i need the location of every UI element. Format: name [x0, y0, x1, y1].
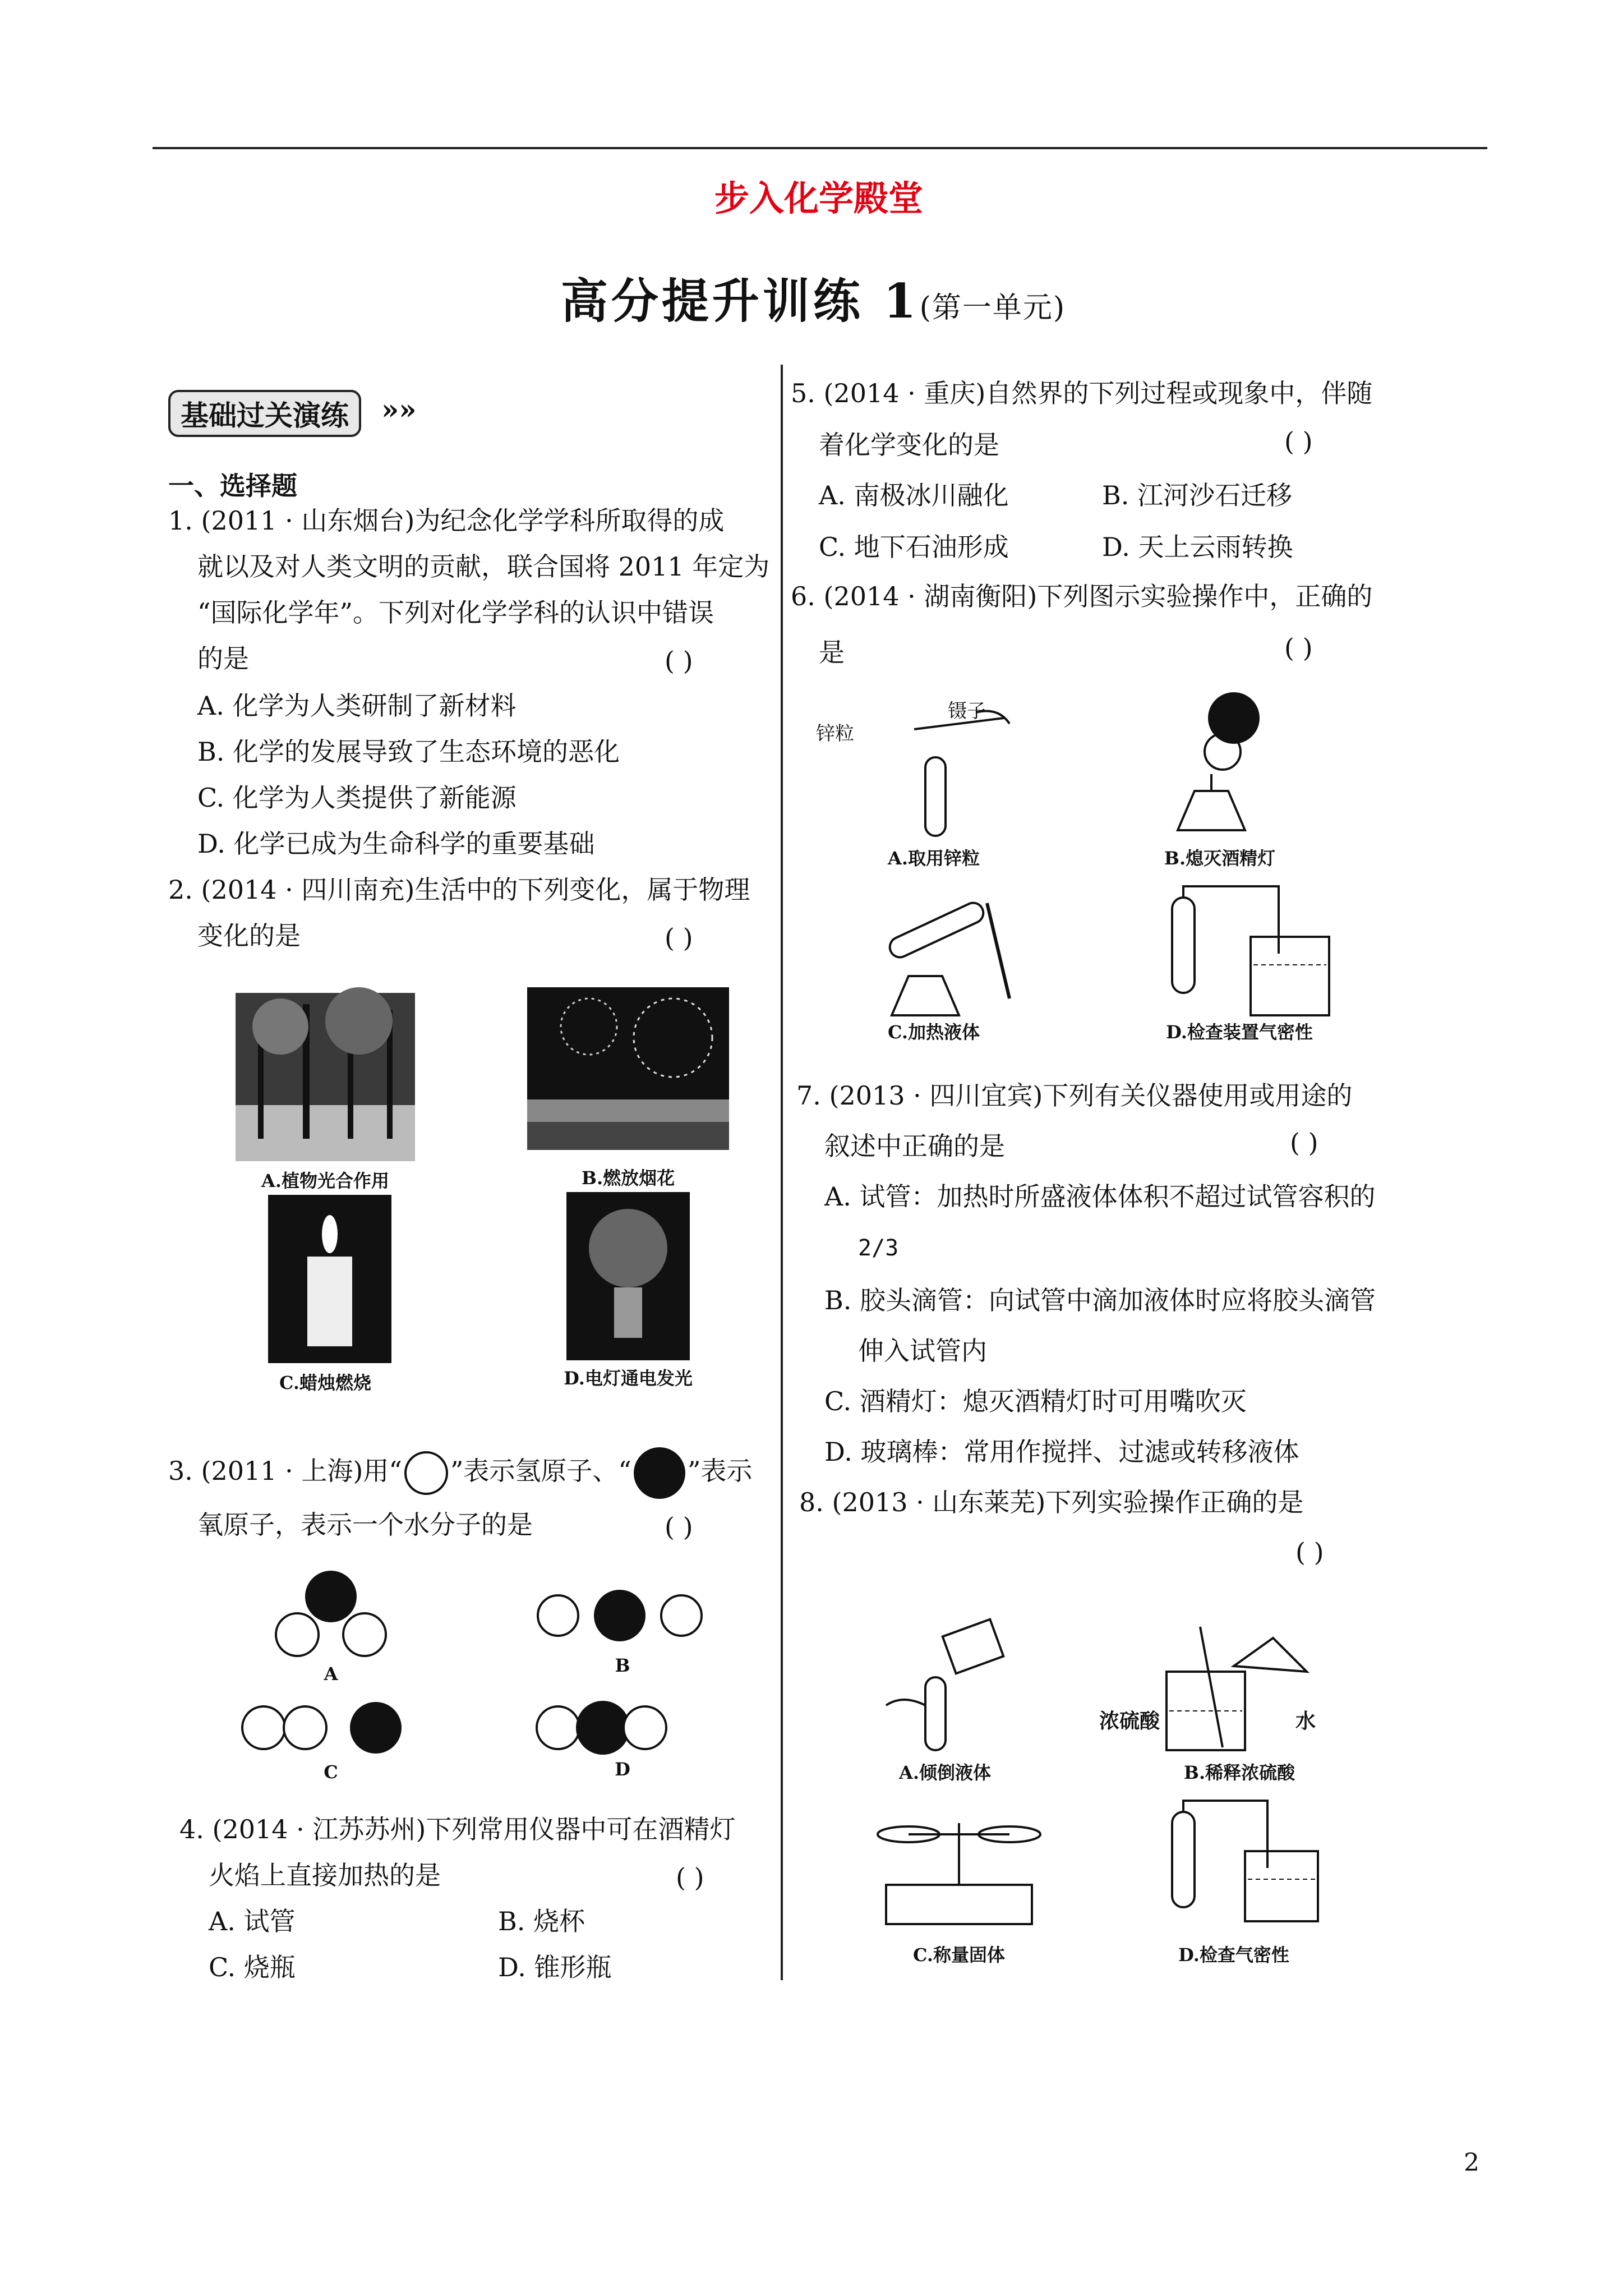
column-divider: [781, 365, 783, 1980]
q3-text-b: ”表示氢原子、“: [450, 1456, 631, 1486]
q3-molecule-b: [536, 1588, 709, 1644]
q1-line-2: 就以及对人类文明的贡献，联合国将 2011 年定为: [197, 551, 770, 582]
q6-figure-d: [1133, 875, 1340, 1021]
q4-option-c: C. 烧瓶: [209, 1952, 296, 1982]
q3-molecule-c: [241, 1700, 409, 1756]
q3-label-b: B: [615, 1655, 630, 1676]
q7-line-1: 7. (2013 · 四川宜宾)下列有关仪器使用或用途的: [796, 1080, 1353, 1111]
q2-caption-d: D.电灯通电发光: [564, 1368, 693, 1389]
q5-line-1: 5. (2014 · 重庆)自然界的下列过程或现象中，伴随: [791, 378, 1373, 408]
q6-label-tweezers: 镊子: [948, 700, 986, 723]
q7-option-b-cont: 伸入试管内: [858, 1336, 987, 1366]
q3-label-c: C: [324, 1761, 338, 1783]
q8-caption-b: B.稀释浓硫酸: [1183, 1762, 1295, 1783]
q2-line-1: 2. (2014 · 四川南充)生活中的下列变化，属于物理: [168, 875, 750, 905]
q3-label-a: A: [324, 1663, 338, 1685]
q6-line-1: 6. (2014 · 湖南衡阳)下列图示实验操作中，正确的: [791, 581, 1373, 611]
q2-photo-d: [566, 1192, 690, 1360]
q2-answer-paren: ( ): [665, 923, 693, 953]
q4-line-1: 4. (2014 · 江苏苏州)下列常用仪器中可在酒精灯: [179, 1814, 736, 1844]
q1-answer-paren: ( ): [665, 646, 693, 676]
q6-caption-a: A.取用锌粒: [888, 848, 980, 869]
category-heading: 一、选择题: [168, 471, 297, 501]
q5-line-2: 着化学变化的是: [819, 430, 999, 460]
q3-label-d: D: [615, 1759, 630, 1780]
q8-figure-a: [880, 1621, 1009, 1756]
q6-caption-c: C.加热液体: [887, 1022, 980, 1043]
page-title: [336, 264, 1290, 332]
q3-answer-paren: ( ): [665, 1512, 693, 1542]
q2-photo-a: [236, 993, 415, 1161]
q8-answer-paren: ( ): [1295, 1537, 1324, 1567]
q6-answer-paren: ( ): [1284, 633, 1313, 663]
q3-text-c: ”表示: [687, 1456, 753, 1486]
q8-caption-a: A.倾倒液体: [899, 1762, 991, 1783]
q8-line-1: 8. (2013 · 山东莱芜)下列实验操作正确的是: [799, 1487, 1304, 1517]
q2-photo-c: [268, 1195, 391, 1363]
q1-line-4: 的是: [197, 643, 249, 674]
top-rule: [153, 147, 1487, 149]
q8-figure-d: [1133, 1795, 1324, 1924]
q8-caption-d: D.检查气密性: [1178, 1944, 1289, 1966]
q7-line-2: 叙述中正确的是: [824, 1131, 1005, 1161]
hydrogen-atom-icon: [404, 1451, 448, 1495]
section-title: 步入化学殿堂: [714, 178, 923, 219]
q6-label-zinc: 锌粒: [816, 723, 854, 745]
q8-label-acid: 浓硫酸: [1099, 1709, 1160, 1733]
q6-figure-c: [875, 886, 1015, 1021]
q6-caption-b: B.熄灭酒精灯: [1164, 848, 1276, 869]
q7-answer-paren: ( ): [1290, 1128, 1318, 1158]
q7-option-d: D. 玻璃棒：常用作搅拌、过滤或转移液体: [824, 1437, 1299, 1467]
q1-option-a: A. 化学为人类研制了新材料: [197, 691, 517, 721]
q4-option-a: A. 试管: [209, 1906, 296, 1936]
q2-caption-a: A.植物光合作用: [261, 1170, 389, 1191]
q2-caption-c: C.蜡烛燃烧: [279, 1372, 372, 1393]
q8-figure-c: [875, 1801, 1043, 1930]
page-number: 2: [1464, 2148, 1479, 2177]
q6-figure-b: [1155, 690, 1284, 841]
q1-line-1: 1. (2011 · 山东烟台)为纪念化学学科所取得的成: [168, 505, 725, 536]
q5-option-d: D. 天上云雨转换: [1102, 532, 1293, 562]
q7-option-a-cont: 2/3: [858, 1235, 899, 1261]
q8-label-water: 水: [1295, 1709, 1316, 1733]
q7-option-a: A. 试管：加热时所盛液体体积不超过试管容积的: [824, 1181, 1376, 1212]
q1-line-3: “国际化学年”。下列对化学学科的认识中错误: [197, 597, 714, 628]
q5-answer-paren: ( ): [1284, 426, 1313, 457]
q1-option-d: D. 化学已成为生命科学的重要基础: [197, 829, 595, 859]
badge-arrow-icon: »»: [381, 393, 417, 426]
q1-option-c: C. 化学为人类提供了新能源: [197, 783, 517, 813]
page-title-main: 高分提升训练 1: [560, 273, 920, 329]
q7-option-c: C. 酒精灯：熄灭酒精灯时可用嘴吹灭: [824, 1386, 1247, 1416]
q8-caption-c: C.称量固体: [912, 1944, 1006, 1966]
q6-figure-a: [841, 696, 1026, 841]
q3-molecule-d: [536, 1700, 665, 1756]
q2-line-2: 变化的是: [197, 921, 301, 951]
oxygen-atom-icon: [634, 1447, 685, 1499]
q8-figure-b: [1166, 1627, 1312, 1756]
q4-option-b: B. 烧杯: [498, 1906, 585, 1936]
q7-option-b: B. 胶头滴管：向试管中滴加液体时应将胶头滴管: [824, 1285, 1376, 1315]
q3-line-2: 氧原子，表示一个水分子的是: [197, 1510, 533, 1540]
q4-option-d: D. 锥形瓶: [498, 1952, 612, 1982]
section-badge: 基础过关演练: [168, 390, 361, 437]
page-subtitle: (第一单元): [919, 291, 1066, 325]
q2-photo-b: [527, 987, 729, 1150]
q3-molecule-a: [275, 1571, 387, 1660]
q5-option-c: C. 地下石油形成: [819, 532, 1009, 562]
q1-option-b: B. 化学的发展导致了生态环境的恶化: [197, 737, 620, 767]
q6-caption-d: D.检查装置气密性: [1166, 1022, 1313, 1043]
q3-line-1: [168, 1447, 752, 1499]
q3-text-a: 3. (2011 · 上海)用“: [168, 1456, 402, 1486]
q5-option-a: A. 南极冰川融化: [819, 480, 1009, 510]
q5-option-b: B. 江河沙石迁移: [1102, 480, 1293, 510]
q4-answer-paren: ( ): [676, 1862, 704, 1893]
q6-line-2: 是: [819, 637, 845, 668]
q2-caption-b: B.燃放烟花: [581, 1167, 675, 1189]
q4-line-2: 火焰上直接加热的是: [209, 1860, 441, 1890]
